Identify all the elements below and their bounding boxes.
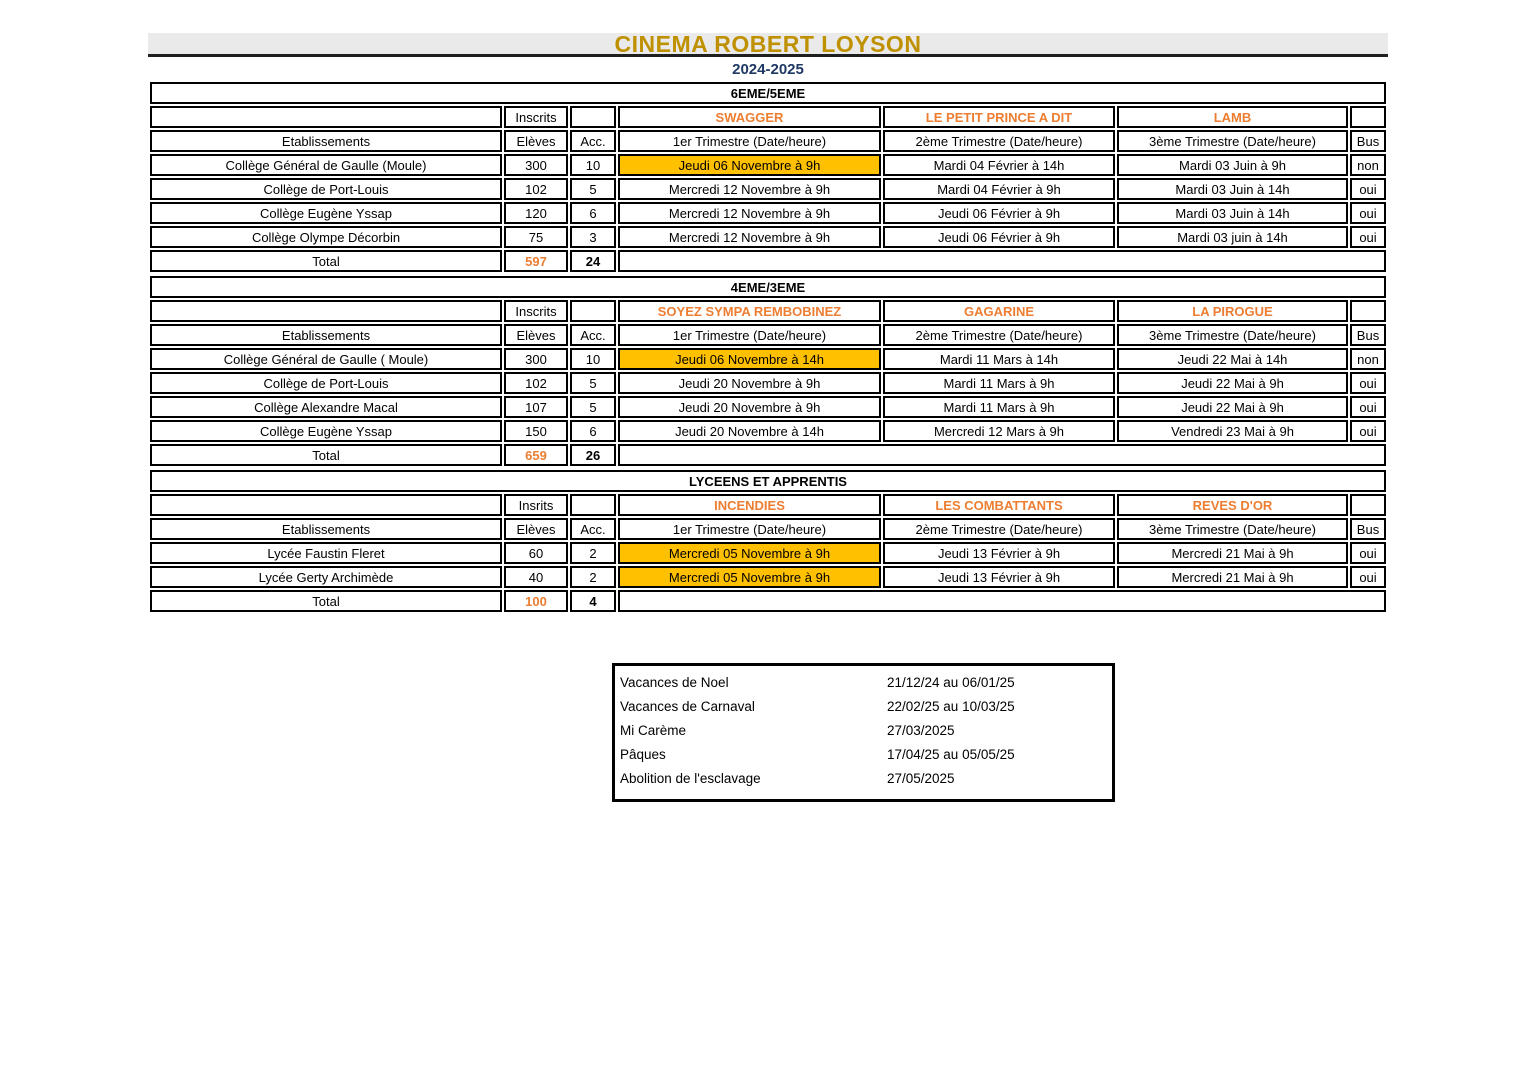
holidays-box — [612, 663, 1115, 802]
bus-value: oui — [1350, 396, 1386, 418]
table-row — [150, 372, 1386, 394]
empty-cell — [570, 106, 616, 128]
col-header-etablissements: Etablissements — [150, 518, 502, 540]
section-title: 4EME/3EME — [150, 276, 1386, 298]
acc-value: 10 — [570, 348, 616, 370]
empty-cell — [150, 300, 502, 322]
col-header-eleves: Elèves — [504, 130, 568, 152]
acc-value: 5 — [570, 178, 616, 200]
col-header-t3: 3ème Trimestre (Date/heure) — [1117, 130, 1348, 152]
eleves-value: 150 — [504, 420, 568, 442]
eleves-value: 102 — [504, 372, 568, 394]
table-row — [150, 154, 1386, 176]
col-header-acc: Acc. — [570, 130, 616, 152]
empty-cell — [1350, 106, 1386, 128]
col-header-eleves: Elèves — [504, 518, 568, 540]
film-title: LAMB — [1117, 106, 1348, 128]
col-header-t1: 1er Trimestre (Date/heure) — [618, 518, 881, 540]
empty-cell — [618, 250, 1386, 272]
eleves-value: 300 — [504, 154, 568, 176]
bus-value: oui — [1350, 542, 1386, 564]
t1-date: Mercredi 12 Novembre à 9h — [618, 202, 881, 224]
holiday-label: Vacances de Carnaval — [620, 699, 755, 714]
holiday-row — [615, 743, 1112, 767]
eleves-value: 107 — [504, 396, 568, 418]
acc-value: 5 — [570, 372, 616, 394]
film-title: SOYEZ SYMPA REMBOBINEZ — [618, 300, 881, 322]
col-header-bus: Bus — [1350, 518, 1386, 540]
holiday-dates: 22/02/25 au 10/03/25 — [887, 699, 1015, 714]
empty-cell — [570, 300, 616, 322]
t3-date: Mardi 03 juin à 14h — [1117, 226, 1348, 248]
bus-value: non — [1350, 154, 1386, 176]
acc-value: 6 — [570, 202, 616, 224]
film-row — [150, 300, 1386, 322]
t2-date: Jeudi 13 Février à 9h — [883, 542, 1115, 564]
column-header-row — [150, 130, 1386, 152]
total-label: Total — [150, 590, 502, 612]
school-name: Collège Général de Gaulle ( Moule) — [150, 348, 502, 370]
t3-date: Mercredi 21 Mai à 9h — [1117, 542, 1348, 564]
film-title: GAGARINE — [883, 300, 1115, 322]
col-header-etablissements: Etablissements — [150, 324, 502, 346]
table-row — [150, 542, 1386, 564]
t1-date-highlighted: Jeudi 06 Novembre à 9h — [618, 154, 881, 176]
section-title: 6EME/5EME — [150, 82, 1386, 104]
t1-date: Jeudi 20 Novembre à 14h — [618, 420, 881, 442]
t3-date: Mercredi 21 Mai à 9h — [1117, 566, 1348, 588]
eleves-value: 300 — [504, 348, 568, 370]
section-banner-row — [150, 82, 1386, 104]
film-title: INCENDIES — [618, 494, 881, 516]
t1-date-highlighted: Jeudi 06 Novembre à 14h — [618, 348, 881, 370]
table-row — [150, 178, 1386, 200]
holiday-row — [615, 719, 1112, 743]
empty-space — [618, 590, 1386, 612]
table-row — [150, 226, 1386, 248]
table-6eme-5eme — [148, 80, 1388, 274]
bus-value: oui — [1350, 372, 1386, 394]
film-title: LA PIROGUE — [1117, 300, 1348, 322]
empty-cell — [1350, 494, 1386, 516]
t1-date: Jeudi 20 Novembre à 9h — [618, 372, 881, 394]
col-header-t1: 1er Trimestre (Date/heure) — [618, 130, 881, 152]
t1-date-highlighted: Mercredi 05 Novembre à 9h — [618, 566, 881, 588]
t3-date: Mardi 03 Juin à 14h — [1117, 178, 1348, 200]
holiday-dates: 27/05/2025 — [887, 771, 955, 786]
school-name: Collège Eugène Yssap — [150, 202, 502, 224]
t2-date: Mardi 11 Mars à 9h — [883, 372, 1115, 394]
school-name: Collège Eugène Yssap — [150, 420, 502, 442]
t2-date: Jeudi 13 Février à 9h — [883, 566, 1115, 588]
col-header-t2: 2ème Trimestre (Date/heure) — [883, 518, 1115, 540]
col-header-bus: Bus — [1350, 324, 1386, 346]
empty-cell — [1350, 300, 1386, 322]
total-eleves: 659 — [504, 444, 568, 466]
total-acc: 26 — [570, 444, 616, 466]
col-header-acc: Acc. — [570, 324, 616, 346]
t3-date: Vendredi 23 Mai à 9h — [1117, 420, 1348, 442]
t2-date: Mardi 04 Février à 14h — [883, 154, 1115, 176]
total-eleves: 597 — [504, 250, 568, 272]
table-row — [150, 420, 1386, 442]
film-row — [150, 106, 1386, 128]
column-header-row — [150, 518, 1386, 540]
inscrits-header: Insrits — [504, 494, 568, 516]
eleves-value: 60 — [504, 542, 568, 564]
total-row — [150, 250, 1386, 272]
eleves-value: 75 — [504, 226, 568, 248]
total-label: Total — [150, 444, 502, 466]
col-header-eleves: Elèves — [504, 324, 568, 346]
school-name: Collège de Port-Louis — [150, 178, 502, 200]
t3-date: Jeudi 22 Mai à 14h — [1117, 348, 1348, 370]
table-4eme-3eme — [148, 274, 1388, 468]
t2-date: Mardi 11 Mars à 9h — [883, 396, 1115, 418]
school-year: 2024-2025 — [732, 61, 804, 78]
holiday-row — [615, 671, 1112, 695]
acc-value: 10 — [570, 154, 616, 176]
school-name: Collège Olympe Décorbin — [150, 226, 502, 248]
school-name: Collège de Port-Louis — [150, 372, 502, 394]
t3-date: Jeudi 22 Mai à 9h — [1117, 396, 1348, 418]
bus-value: non — [1350, 348, 1386, 370]
bus-value: oui — [1350, 420, 1386, 442]
film-title: LES COMBATTANTS — [883, 494, 1115, 516]
t1-date: Mercredi 12 Novembre à 9h — [618, 178, 881, 200]
t3-date: Jeudi 22 Mai à 9h — [1117, 372, 1348, 394]
holiday-label: Mi Carème — [620, 723, 687, 738]
inscrits-header: Inscrits — [504, 300, 568, 322]
film-row — [150, 494, 1386, 516]
acc-value: 2 — [570, 566, 616, 588]
holiday-label: Pâques — [620, 747, 666, 762]
section-title: LYCEENS ET APPRENTIS — [150, 470, 1386, 492]
column-header-row — [150, 324, 1386, 346]
inscrits-header: Inscrits — [504, 106, 568, 128]
total-row — [150, 590, 1386, 612]
table-row — [150, 348, 1386, 370]
document-title: CINEMA ROBERT LOYSON — [614, 31, 922, 57]
acc-value: 3 — [570, 226, 616, 248]
t2-date: Mardi 11 Mars à 14h — [883, 348, 1115, 370]
t3-date: Mardi 03 Juin à 14h — [1117, 202, 1348, 224]
table-row — [150, 396, 1386, 418]
col-header-t2: 2ème Trimestre (Date/heure) — [883, 324, 1115, 346]
empty-cell — [570, 494, 616, 516]
total-row — [150, 444, 1386, 466]
col-header-t3: 3ème Trimestre (Date/heure) — [1117, 324, 1348, 346]
film-title: SWAGGER — [618, 106, 881, 128]
t2-date: Mardi 04 Février à 9h — [883, 178, 1115, 200]
bus-value: oui — [1350, 566, 1386, 588]
total-acc: 4 — [570, 590, 616, 612]
holiday-label: Abolition de l'esclavage — [620, 771, 761, 786]
t1-date: Jeudi 20 Novembre à 9h — [618, 396, 881, 418]
t2-date: Jeudi 06 Février à 9h — [883, 202, 1115, 224]
document-page — [148, 33, 1388, 802]
empty-cell — [150, 494, 502, 516]
eleves-value: 120 — [504, 202, 568, 224]
title-bar — [148, 33, 1388, 57]
t1-date-highlighted: Mercredi 05 Novembre à 9h — [618, 542, 881, 564]
school-name: Collège Général de Gaulle (Moule) — [150, 154, 502, 176]
table-row — [150, 202, 1386, 224]
t1-date: Mercredi 12 Novembre à 9h — [618, 226, 881, 248]
acc-value: 6 — [570, 420, 616, 442]
col-header-acc: Acc. — [570, 518, 616, 540]
table-row — [150, 566, 1386, 588]
bus-value: oui — [1350, 202, 1386, 224]
school-name: Collège Alexandre Macal — [150, 396, 502, 418]
col-header-t1: 1er Trimestre (Date/heure) — [618, 324, 881, 346]
total-acc: 24 — [570, 250, 616, 272]
t2-date: Jeudi 06 Février à 9h — [883, 226, 1115, 248]
bus-value: oui — [1350, 178, 1386, 200]
table-lyceens-apprentis — [148, 468, 1388, 614]
film-title: LE PETIT PRINCE A DIT — [883, 106, 1115, 128]
t3-date: Mardi 03 Juin à 9h — [1117, 154, 1348, 176]
school-name: Lycée Faustin Fleret — [150, 542, 502, 564]
col-header-t2: 2ème Trimestre (Date/heure) — [883, 130, 1115, 152]
total-label: Total — [150, 250, 502, 272]
eleves-value: 102 — [504, 178, 568, 200]
eleves-value: 40 — [504, 566, 568, 588]
school-name: Lycée Gerty Archimède — [150, 566, 502, 588]
bus-value: oui — [1350, 226, 1386, 248]
total-eleves: 100 — [504, 590, 568, 612]
section-banner-row — [150, 470, 1386, 492]
holiday-row — [615, 695, 1112, 719]
empty-cell — [618, 444, 1386, 466]
col-header-t3: 3ème Trimestre (Date/heure) — [1117, 518, 1348, 540]
col-header-etablissements: Etablissements — [150, 130, 502, 152]
film-title: REVES D'OR — [1117, 494, 1348, 516]
holiday-row — [615, 767, 1112, 791]
col-header-bus: Bus — [1350, 130, 1386, 152]
t2-date: Mercredi 12 Mars à 9h — [883, 420, 1115, 442]
holiday-dates: 27/03/2025 — [887, 723, 955, 738]
acc-value: 2 — [570, 542, 616, 564]
holiday-label: Vacances de Noel — [620, 675, 729, 690]
empty-cell — [150, 106, 502, 128]
holiday-dates: 17/04/25 au 05/05/25 — [887, 747, 1015, 762]
section-banner-row — [150, 276, 1386, 298]
holiday-dates: 21/12/24 au 06/01/25 — [887, 675, 1015, 690]
acc-value: 5 — [570, 396, 616, 418]
